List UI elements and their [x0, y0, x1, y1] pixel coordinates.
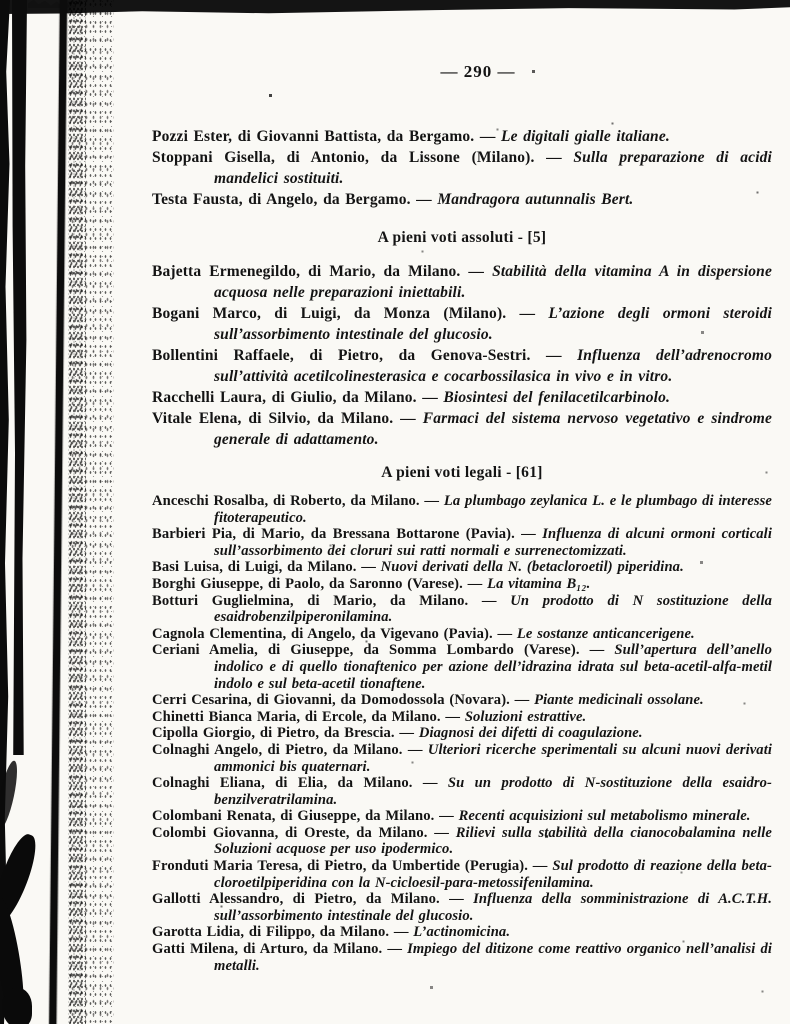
thesis-entry	[152, 924, 772, 941]
thesis-entry	[152, 261, 772, 303]
entry-graduate-name: Colombi Giovanna, di Oreste, da Milano. —	[152, 824, 456, 841]
thesis-entry	[152, 642, 772, 692]
entry-thesis-title: Le sostanze anticancerigene.	[516, 625, 695, 642]
entry-thesis-title: Soluzioni estrattive.	[464, 708, 587, 725]
sections-container	[152, 126, 772, 974]
page-number: — 290 —	[440, 62, 516, 81]
thesis-entry	[152, 709, 772, 726]
entry-graduate-name: Botturi Guglielmina, di Mario, da Milano. —	[152, 592, 511, 609]
thesis-entry	[152, 559, 772, 576]
entry-thesis-title: Piante medicinali ossolane.	[534, 692, 704, 709]
entry-graduate-name: Garotta Lidia, di Filippo, da Milano. —	[152, 924, 414, 941]
scan-artifact-speckle-band-inner	[68, 0, 86, 1024]
thesis-entry	[152, 576, 772, 593]
thesis-entry	[152, 147, 772, 189]
thesis-entry	[152, 775, 772, 808]
thesis-entry	[152, 189, 772, 210]
entry-graduate-name: Cerri Cesarina, di Giovanni, da Domodossola (Novara). —	[152, 692, 535, 709]
entry-thesis-title: Farmaci del sistema nervoso vegetativo e sindrome generale di adattamento.	[214, 410, 772, 448]
entry-graduate-name: Anceschi Rosalba, di Roberto, da Milano. —	[152, 493, 444, 509]
entry-thesis-title: L’azione degli ormoni steroidi sull’assorbimento intestinale del glucosio.	[214, 305, 773, 343]
entry-thesis-title: Nuovi derivati della N. (betacloroetil) piperidina.	[380, 559, 684, 576]
entry-thesis-title: Influenza dell’adrenocromo sull’attività acetilcolinesterasica e cocarbossilasica in vivo e in vitro.	[214, 347, 772, 385]
section-heading: A pieni voti legali - [61]	[381, 464, 543, 481]
entry-graduate-name: Racchelli Laura, di Giulio, da Milano. —	[152, 389, 444, 406]
entry-thesis-title: Impiego del ditizone come reattivo organico nell’analisi di metalli.	[214, 941, 772, 974]
entry-graduate-name: Bollentini Raffaele, di Pietro, da Genova-Sestri. —	[152, 347, 578, 364]
entry-graduate-name: Cagnola Clementina, di Angelo, da Vigevano (Pavia). —	[152, 625, 517, 642]
entry-graduate-name: Cipolla Giorgio, di Pietro, da Brescia. —	[152, 725, 419, 742]
entry-thesis-title: Diagnosi dei difetti di coagulazione.	[418, 725, 643, 742]
thesis-entry	[152, 345, 772, 387]
thesis-entry	[152, 593, 772, 626]
graduates-section	[152, 227, 772, 450]
thesis-entry	[152, 387, 772, 408]
scan-artifact-gutter-line	[49, 0, 67, 1024]
thesis-entry	[152, 858, 772, 891]
entry-thesis-title: Su un prodotto di N-sostituzione della esaidro-benzilveratrilamina.	[214, 775, 773, 808]
entry-graduate-name: Chinetti Bianca Maria, di Ercole, da Milano. —	[152, 708, 465, 725]
entry-thesis-title: Influenza di alcuni ormoni corticali sull’assorbimento dei cloruri sui ratti normali e surrenectomizzati.	[214, 526, 772, 559]
entry-graduate-name: Gatti Milena, di Arturo, da Milano. —	[152, 941, 408, 958]
scan-artifact-ink-blob	[2, 988, 32, 1024]
entry-thesis-title: La vitamina B₁₂.	[487, 575, 591, 592]
scan-artifact-dust-specks	[0, 0, 1, 1]
entry-graduate-name: Ceriani Amelia, di Giuseppe, da Somma Lombardo (Varese). —	[152, 642, 615, 659]
entry-thesis-title: Sulla preparazione di acidi mandelici sostituiti.	[214, 149, 773, 187]
entry-thesis-title: Le digitali gialle italiane.	[501, 128, 670, 145]
entry-thesis-title: Mandragora autunnalis Bert.	[437, 191, 634, 208]
entry-graduate-name: Bajetta Ermenegildo, di Mario, da Milano. —	[152, 263, 493, 280]
entry-thesis-title: Un prodotto di N sostituzione della esaidrobenzilpiperonilamina.	[214, 592, 772, 626]
thesis-entry	[152, 808, 772, 825]
entry-thesis-title: Recenti acquisizioni sul metabolismo minerale.	[458, 808, 751, 825]
thesis-entry	[152, 891, 772, 924]
page-content	[152, 0, 772, 974]
thesis-entry	[152, 941, 772, 974]
scan-artifact-page-edge-strip	[12, 0, 27, 755]
entry-graduate-name: Stoppani Gisella, di Antonio, da Lissone (Milano). —	[152, 149, 574, 166]
thesis-entry	[152, 526, 772, 559]
entry-graduate-name: Fronduti Maria Teresa, di Pietro, da Umbertide (Perugia). —	[152, 858, 553, 875]
entry-graduate-name: Testa Fausta, di Angelo, da Bergamo. —	[152, 191, 438, 208]
thesis-entry	[152, 725, 772, 742]
thesis-entry	[152, 126, 772, 147]
entry-thesis-title: Biosintesi del fenilacetilcarbinolo.	[443, 389, 671, 406]
entry-graduate-name: Borghi Giuseppe, di Paolo, da Saronno (Varese). —	[152, 575, 488, 592]
thesis-entry	[152, 493, 772, 526]
entry-graduate-name: Colnaghi Angelo, di Pietro, da Milano. —	[152, 741, 428, 758]
thesis-entry	[152, 825, 772, 858]
thesis-entry	[152, 742, 772, 775]
entry-graduate-name: Colombani Renata, di Giuseppe, da Milano. —	[152, 808, 459, 825]
thesis-entry	[152, 692, 772, 709]
entry-thesis-title: Stabilità della vitamina A in dispersione acquosa nelle preparazioni iniettabili.	[214, 263, 772, 301]
entry-graduate-name: Barbieri Pia, di Mario, da Bressana Bottarone (Pavia). —	[152, 526, 543, 543]
section-heading: A pieni voti assoluti - [5]	[377, 229, 547, 246]
entry-thesis-title: La plumbago zeylanica L. e le plumbago di interesse fitoterapeutico.	[214, 493, 773, 526]
entry-graduate-name: Bogani Marco, di Luigi, da Monza (Milano). —	[152, 305, 549, 322]
entry-thesis-title: Sull’apertura dell’anello indolico e di quello tionaftenico per azione dell’idrazina idrata sul beta-acetil-alfa-metil indolo e sul beta-acetil tionaftene.	[214, 642, 772, 692]
entry-graduate-name: Basi Luisa, di Luigi, da Milano. —	[152, 559, 381, 576]
entry-thesis-title: L’actinomicina.	[413, 924, 511, 941]
graduates-section	[152, 462, 772, 974]
thesis-entry	[152, 408, 772, 450]
entry-graduate-name: Pozzi Ester, di Giovanni Battista, da Bergamo. —	[152, 128, 502, 145]
entry-graduate-name: Colnaghi Eliana, di Elia, da Milano. —	[152, 775, 448, 792]
graduates-section	[152, 126, 772, 210]
entry-thesis-title: Rilievi sulla stabilità della cianocobalamina nelle Soluzioni acquose per uso ipodermico.	[214, 824, 772, 858]
entry-thesis-title: Sul prodotto di reazione della beta-cloroetilpiperidina con la N-cicloesil-para-metossifenilamina.	[214, 858, 772, 891]
entry-thesis-title: Influenza della somministrazione di A.C.T.H. sull’assorbimento intestinale del glucosio.	[214, 891, 772, 924]
entry-graduate-name: Vitale Elena, di Silvio, da Milano. —	[152, 410, 423, 427]
thesis-entry	[152, 626, 772, 643]
entry-graduate-name: Gallotti Alessandro, di Pietro, da Milano. —	[152, 891, 474, 908]
entry-thesis-title: Ulteriori ricerche sperimentali su alcuni nuovi derivati ammonici bis quaternari.	[214, 741, 773, 775]
thesis-entry	[152, 303, 772, 345]
